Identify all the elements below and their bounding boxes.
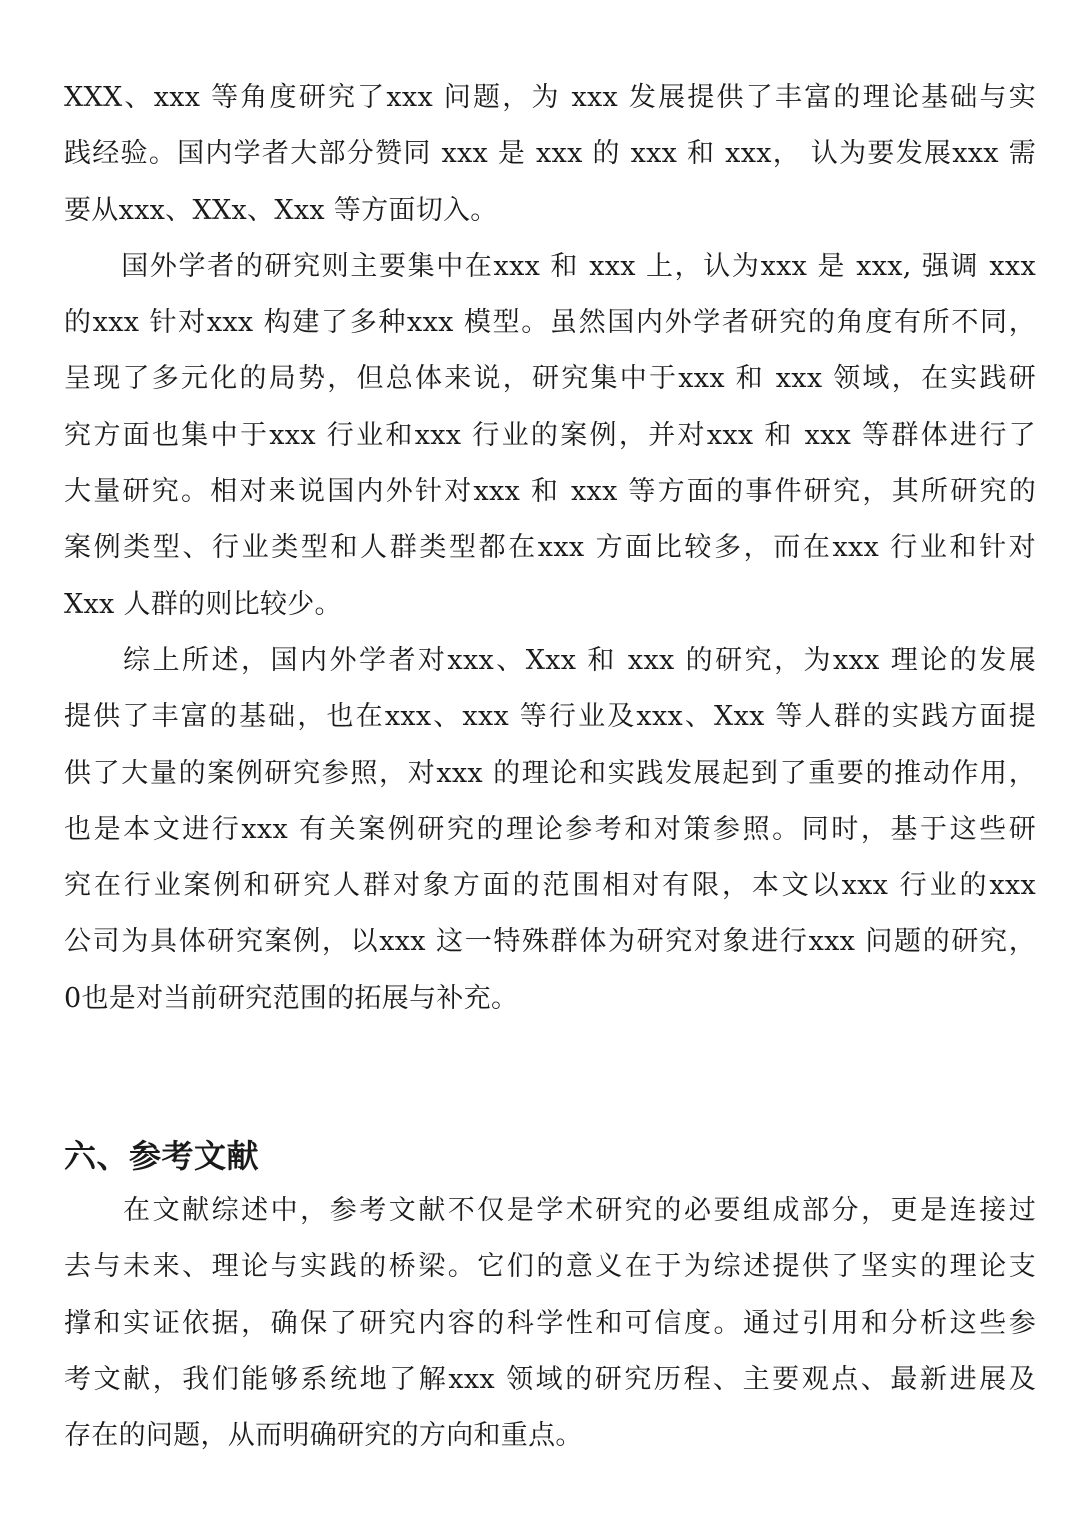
text-line: 践经验。国内学者大部分赞同 xxx 是 xxx 的 xxx 和 xxx， 认为要发展xxx 需	[64, 138, 1036, 170]
text-line: 公司为具体研究案例，以xxx 这一特殊群体为研究对象进行xxx 问题的研究，	[64, 926, 1036, 958]
text-line: 国外学者的研究则主要集中在xxx 和 xxx 上，认为xxx 是 xxx, 强调 xxx	[64, 250, 1036, 282]
paragraph-2	[64, 239, 1036, 633]
text-line: 考文献，我们能够系统地了解xxx 领域的研究历程、主要观点、最新进展及	[64, 1363, 1036, 1395]
text-line: 呈现了多元化的局势，但总体来说，研究集中于xxx 和 xxx 领域，在实践研	[64, 363, 1036, 395]
text-line: 要从xxx、XXx、Xxx 等方面切入。	[64, 194, 498, 226]
text-line: XXX、xxx 等角度研究了xxx 问题，为 xxx 发展提供了丰富的理论基础与实	[64, 82, 1036, 113]
text-line: 究方面也集中于xxx 行业和xxx 行业的案例，并对xxx 和 xxx 等群体进行了	[64, 419, 1036, 451]
section-heading: 六、参考文献	[64, 1137, 260, 1176]
paragraph-3	[64, 633, 1036, 1027]
text-line: 综上所述，国内外学者对xxx、Xxx 和 xxx 的研究，为xxx 理论的发展	[64, 644, 1036, 676]
text-line: 存在的问题，从而明确研究的方向和重点。	[64, 1420, 583, 1452]
text-line: 去与未来、理论与实践的桥梁。它们的意义在于为综述提供了坚实的理论支	[64, 1251, 1036, 1283]
text-line: 也是本文进行xxx 有关案例研究的理论参考和对策参照。同时，基于这些研	[64, 813, 1036, 845]
text-line: Xxx 人群的则比较少。	[64, 588, 342, 620]
text-line: 提供了丰富的基础，也在xxx、xxx 等行业及xxx、Xxx 等人群的实践方面提	[64, 701, 1036, 733]
text-line: 案例类型、行业类型和人群类型都在xxx 方面比较多，而在xxx 行业和针对	[64, 532, 1036, 564]
text-line: 在文献综述中，参考文献不仅是学术研究的必要组成部分，更是连接过	[64, 1195, 1036, 1227]
text-line: 撑和实证依据，确保了研究内容的科学性和可信度。通过引用和分析这些参	[64, 1307, 1036, 1339]
text-line: 0也是对当前研究范围的拓展与补充。	[64, 982, 519, 1014]
text-line: 究在行业案例和研究人群对象方面的范围相对有限，本文以xxx 行业的xxx	[64, 870, 1036, 902]
paragraph-1	[64, 70, 1036, 239]
text-line: 的xxx 针对xxx 构建了多种xxx 模型。虽然国内外学者研究的角度有所不同，	[64, 307, 1036, 339]
text-line: 供了大量的案例研究参照，对xxx 的理论和实践发展起到了重要的推动作用，	[64, 757, 1036, 789]
section-paragraph	[64, 1183, 1036, 1464]
text-line: 大量研究。相对来说国内外针对xxx 和 xxx 等方面的事件研究，其所研究的	[64, 476, 1036, 508]
